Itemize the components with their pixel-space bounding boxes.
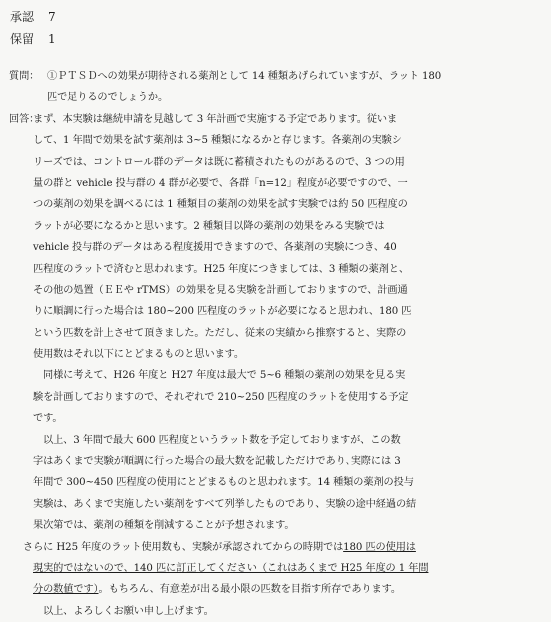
question-text (47, 66, 539, 109)
para4-text: さらに H25 年度のラット使用数も、実験が承認されてからの時期では (23, 541, 344, 553)
approve-row (10, 6, 56, 28)
answer-line: 匹程度のラットで済むと思われます。H25 年度につきましては、3 種類の薬剤と、 (33, 263, 409, 275)
vote-tally (10, 6, 56, 50)
underlined-text: 分の数値です） (33, 584, 99, 596)
answer-line: 使用数はそれ以下にとどまるものと思います。 (33, 349, 245, 361)
answer-para3-line: 年間で 300~450 匹程度の使用にとどまるものと思われます。14 種類の薬剤の投与 (33, 477, 414, 489)
answer-line: して、1 年間で効果を試す薬剤は 3~5 種類になるかと存じます。各薬剤の実験シ (33, 135, 402, 147)
approve-label: 承認 (10, 10, 35, 24)
approve-count: 7 (48, 10, 56, 24)
answer-para3-line: 以上、3 年間で最大 600 匹程度というラット数を予定しておりますが、この数 (43, 434, 401, 446)
answer-para2-line: です。 (33, 413, 63, 425)
answer-para3-line: 字はあくまで実験が順調に行った場合の最大数を記載しただけであり､実際には 3 (33, 456, 401, 468)
qa-body (9, 66, 539, 622)
answer-label: 回答： (9, 113, 40, 125)
answer-line: という匹数を計上させて頂きました。ただし、従来の実績から推察すると、実際の (33, 327, 407, 339)
para4-text: 。もちろん、有意差が出る最小限の匹数を目指す所存であります。 (98, 584, 401, 596)
answer-para4-line (23, 537, 539, 558)
question-line: ①ＰＴＳＤへの効果が期待される薬剤として 14 種類あげられていますが、ラット 180 (47, 71, 442, 82)
answer-para2-line: 験を計画しておりますので、それぞれで 210~250 匹程度のラットを使用する予定 (33, 391, 409, 403)
underlined-text: 180 匹の使用は (343, 541, 416, 553)
answer-line: つの薬剤の効果を調べるには 1 種類目の薬剤の効果を試す実験では約 50 匹程度の (33, 199, 408, 211)
answer-line: ラットが必要になるかと思います。2 種類目以降の薬剤の効果をみる実験では (33, 220, 385, 232)
reserve-count: 1 (48, 32, 56, 46)
underlined-text: 現実的ではないので、140 匹に訂正してください（これはあくまで H25 年度の 1 年間 (33, 562, 429, 574)
answer-line: りに順調に行った場合は 180~200 匹程度のラットが必要になると思われ、180 匹 (33, 306, 412, 318)
answer-block (9, 109, 539, 622)
question-line: 匹で足りるのでしょうか。 (47, 92, 169, 104)
answer-line: リーズでは、コントロール群のデータは既に蓄積されたものがあるので、3 つの用 (33, 156, 405, 168)
answer-para3-line: 果次第では、薬剤の種類を削減することが予想されます。 (33, 520, 295, 532)
reserve-label: 保留 (10, 32, 35, 46)
question-label: 質問： (9, 71, 40, 82)
answer-line: まず、本実験は継続申請を見越して 3 年計画で実施する予定であります。従いま (33, 113, 398, 125)
closing-line: 以上、よろしくお願い申し上げます。 (43, 605, 214, 617)
answer-line: vehicle 投与群のデータはある程度援用できますので、各薬剤の実験につき、40 (33, 242, 397, 254)
answer-line: その他の処置（ＥＥや rTMS）の効果を見る実験を計画しておりますので、計画通 (33, 284, 408, 296)
answer-para2-line: 同様に考えて、H26 年度と H27 年度は最大で 5~6 種類の薬剤の効果を見る実 (43, 370, 406, 382)
answer-para3-line: 実験は、あくまで実施したい薬剤をすべて列挙したものであり、実験の途中経過の結 (33, 498, 417, 510)
question-block (9, 66, 539, 109)
answer-para4-line (33, 579, 539, 600)
answer-line: 量の群と vehicle 投与群の 4 群が必要で、各群「n=12」程度が必要ですので、一 (33, 177, 408, 189)
reserve-row (10, 28, 56, 50)
answer-para4-line (33, 558, 539, 579)
